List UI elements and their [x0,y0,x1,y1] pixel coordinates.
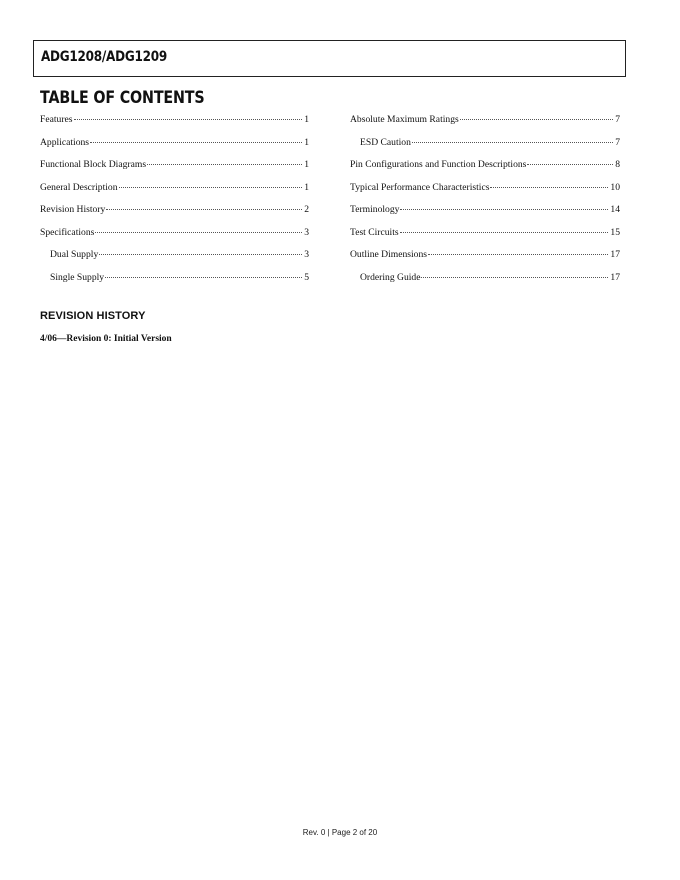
toc-dot-leader [428,254,608,255]
toc-entry[interactable] [40,180,309,203]
toc-entry-page-number: 15 [610,226,620,238]
toc-entry[interactable] [40,225,309,248]
toc-left-column [40,112,309,292]
toc-entry-label: Ordering Guide [360,271,421,283]
toc-entry-label: Test Circuits [350,226,399,238]
toc-entry-page-number: 1 [304,114,309,125]
toc-entry[interactable] [350,270,620,293]
toc-heading: TABLE OF CONTENTS [40,88,205,108]
revision-history-entry: 4/06—Revision 0: Initial Version [40,334,172,344]
toc-entry[interactable] [350,225,620,248]
toc-entry[interactable] [350,135,620,158]
toc-entry-label: Absolute Maximum Ratings [350,114,459,125]
toc-entry-label: Features [40,114,73,125]
toc-entry-page-number: 7 [615,114,620,125]
toc-entry[interactable] [40,157,309,180]
toc-dot-leader [95,232,302,233]
toc-entry-label: Functional Block Diagrams [40,159,147,170]
toc-dot-leader [400,232,609,233]
toc-entry-page-number: 3 [304,249,309,260]
toc-entry-label: Specifications [40,226,95,238]
toc-entry[interactable] [40,112,309,135]
toc-entry[interactable] [350,112,620,135]
toc-entry[interactable] [40,247,309,270]
toc-dot-leader [490,187,608,188]
toc-entry-page-number: 3 [304,226,309,238]
toc-entry-label: Typical Performance Characteristics [350,181,490,193]
toc-dot-leader [119,187,303,188]
toc-entry-page-number: 7 [615,136,620,148]
toc-right-column [350,112,620,292]
toc-entry-page-number: 8 [615,159,620,170]
toc-entry-page-number: 1 [304,159,309,170]
toc-entry-label: Dual Supply [50,249,99,260]
toc-dot-leader [99,254,302,255]
toc-entry[interactable] [40,135,309,158]
toc-dot-leader [412,142,613,143]
toc-entry-label: Pin Configurations and Function Descriptions [350,159,527,170]
toc-entry-page-number: 10 [610,181,620,193]
toc-entry-page-number: 5 [304,271,309,283]
toc-dot-leader [106,209,302,210]
toc-entry-page-number: 1 [304,136,309,148]
toc-dot-leader [400,209,608,210]
header-title: ADG1208/ADG1209 [41,49,167,65]
toc-dot-leader [105,277,302,278]
toc-dot-leader [460,119,613,120]
toc-dot-leader [147,164,302,165]
revision-history-heading: REVISION HISTORY [40,310,146,322]
toc-entry[interactable] [40,202,309,225]
toc-dot-leader [527,164,613,165]
page-footer: Rev. 0 | Page 2 of 20 [302,828,378,837]
toc-entry-label: Terminology [350,204,400,215]
toc-entry-label: Outline Dimensions [350,249,428,260]
toc-entry-label: General Description [40,181,118,193]
toc-entry-label: Single Supply [50,271,105,283]
toc-dot-leader [74,119,303,120]
toc-entry-page-number: 17 [610,249,620,260]
toc-entry-page-number: 14 [610,204,620,215]
toc-entry[interactable] [40,270,309,293]
toc-entry[interactable] [350,202,620,225]
toc-entry-page-number: 1 [304,181,309,193]
toc-entry[interactable] [350,247,620,270]
toc-entry[interactable] [350,157,620,180]
toc-dot-leader [421,277,608,278]
toc-entry-label: ESD Caution [360,136,411,148]
toc-entry-label: Applications [40,136,90,148]
toc-entry-page-number: 2 [304,204,309,215]
toc-dot-leader [90,142,302,143]
toc-entry-label: Revision History [40,204,106,215]
toc-entry[interactable] [350,180,620,203]
page-header [33,40,626,77]
toc-entry-page-number: 17 [610,271,620,283]
